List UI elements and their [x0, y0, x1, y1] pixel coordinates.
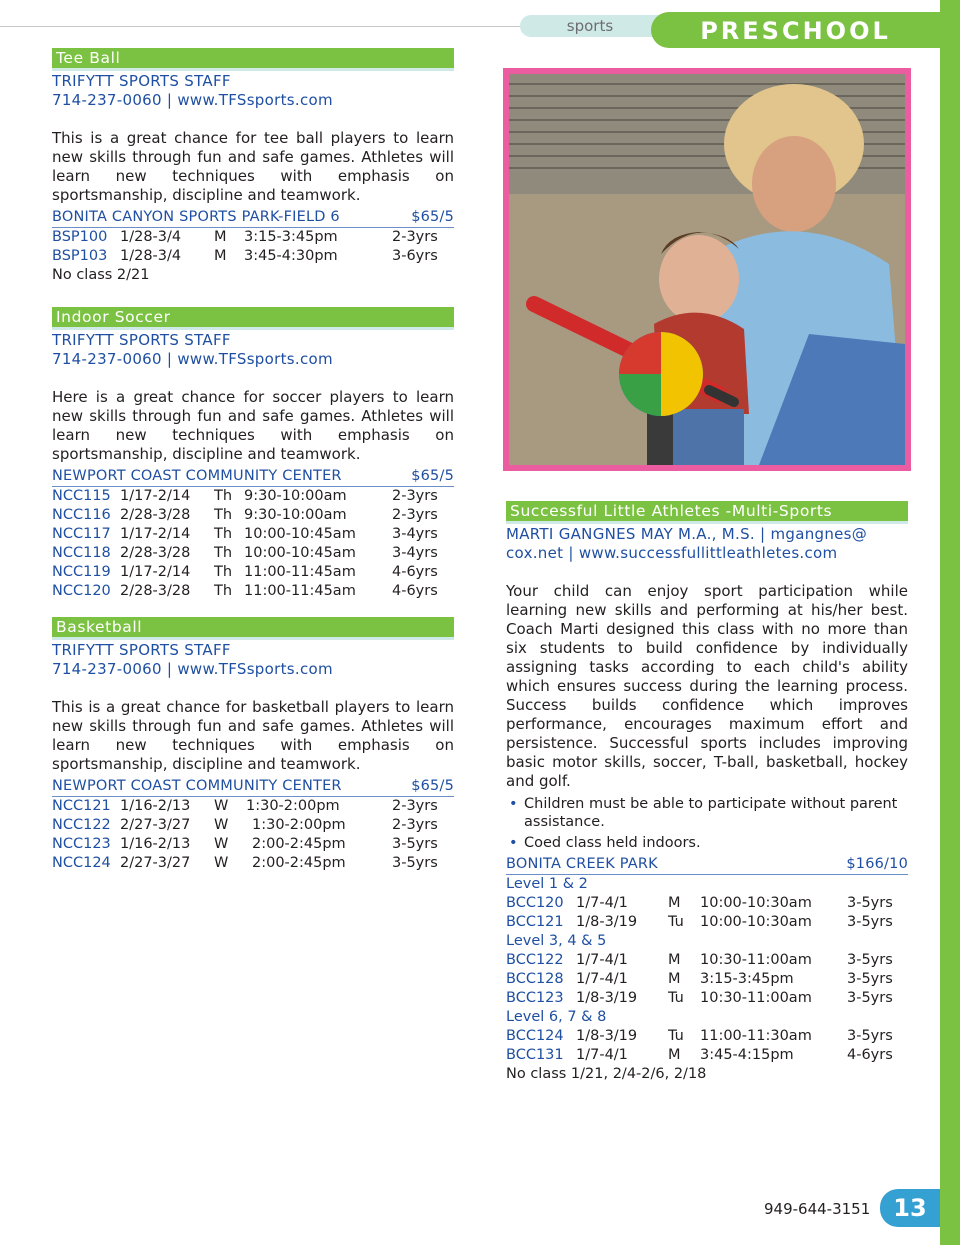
soccer-location: NEWPORT COAST COMMUNITY CENTER [52, 468, 342, 484]
teeball-title: Tee Ball [52, 48, 454, 71]
class-row [506, 989, 908, 1008]
class-age: 3-5yrs [847, 895, 893, 911]
class-dates: 1/28-3/4 [120, 229, 182, 245]
basketball-class-list [52, 797, 454, 873]
teeball-location: BONITA CANYON SPORTS PARK-FIELD 6 [52, 209, 340, 225]
class-dates: 2/27-3/27 [120, 855, 191, 871]
class-time: 11:00-11:30am [700, 1028, 812, 1044]
class-code: NCC120 [52, 583, 111, 599]
class-code: BCC120 [506, 895, 564, 911]
class-code: NCC118 [52, 545, 111, 561]
class-dates: 1/17-2/14 [120, 564, 191, 580]
class-time: 11:00-11:45am [244, 564, 356, 580]
level-label: Level 3, 4 & 5 [506, 933, 607, 949]
teeball-location-row [52, 208, 454, 228]
soccer-title: Indoor Soccer [52, 307, 454, 330]
class-time: 10:30-11:00am [700, 952, 812, 968]
class-age: 3-5yrs [847, 990, 893, 1006]
class-age: 2-3yrs [392, 229, 438, 245]
class-age: 2-3yrs [392, 488, 438, 504]
class-day: M [668, 971, 681, 987]
class-row [52, 563, 454, 582]
level-group [506, 932, 908, 1008]
class-dates: 2/28-3/28 [120, 545, 191, 561]
class-time: 10:00-10:30am [700, 914, 812, 930]
soccer-contact[interactable]: 714-237-0060 | www.TFSsports.com [52, 350, 333, 368]
level-label: Level 6, 7 & 8 [506, 1009, 607, 1025]
class-dates: 1/16-2/13 [120, 798, 191, 814]
photo-frame [503, 68, 911, 471]
coach-and-child-photo [509, 74, 905, 465]
soccer-section [52, 307, 454, 601]
class-dates: 1/7-4/1 [576, 1047, 628, 1063]
class-time: 3:45-4:30pm [244, 248, 338, 264]
multisports-location: BONITA CREEK PARK [506, 856, 658, 872]
class-row [52, 525, 454, 544]
class-time: 3:45-4:15pm [700, 1047, 794, 1063]
teeball-contact[interactable]: 714-237-0060 | www.TFSsports.com [52, 91, 333, 109]
teeball-section [52, 48, 454, 285]
basketball-location-row [52, 777, 454, 797]
class-code: NCC119 [52, 564, 111, 580]
multisports-location-row [506, 855, 908, 875]
class-day: M [668, 952, 681, 968]
multisports-contact-line2[interactable]: cox.net | www.successfullittleathletes.com [506, 544, 838, 562]
soccer-class-list [52, 487, 454, 601]
class-code: NCC117 [52, 526, 111, 542]
multisports-price: $166/10 [846, 856, 908, 872]
class-row [52, 487, 454, 506]
class-day: Th [214, 583, 233, 599]
class-age: 3-5yrs [392, 836, 438, 852]
level-label: Level 1 & 2 [506, 876, 588, 892]
class-row [506, 1046, 908, 1065]
soccer-price: $65/5 [411, 468, 454, 484]
class-age: 3-5yrs [847, 914, 893, 930]
bullet-dot-icon: • [509, 796, 518, 812]
class-code: NCC121 [52, 798, 111, 814]
multisports-description: Your child can enjoy sport participation while learning new skills and performing at his/her best. Coach Marti designed this class with no more than six students to build confidence by individually assigning tasks according to each child's ability which ensures success during the learning process. Success builds confidence which improves performance, encourages maximum effort and persistence. Successful sports includes improving basic motor skills, soccer, T-ball, basketball, hockey and golf. [506, 582, 908, 790]
class-dates: 1/8-3/19 [576, 990, 638, 1006]
class-code: NCC123 [52, 836, 111, 852]
class-code: NCC124 [52, 855, 111, 871]
class-code: NCC115 [52, 488, 111, 504]
teeball-price: $65/5 [411, 209, 454, 225]
class-dates: 1/8-3/19 [576, 1028, 638, 1044]
class-dates: 1/7-4/1 [576, 952, 628, 968]
basketball-contact[interactable]: 714-237-0060 | www.TFSsports.com [52, 660, 333, 678]
class-age: 4-6yrs [847, 1047, 893, 1063]
header-rule [0, 26, 520, 27]
class-time: 3:15-3:45pm [244, 229, 338, 245]
class-day: Th [214, 564, 233, 580]
level-group [506, 875, 908, 932]
class-time: 1:30-2:00pm [246, 798, 340, 814]
basketball-price: $65/5 [411, 778, 454, 794]
class-code: BCC128 [506, 971, 564, 987]
teeball-staff: TRIFYTT SPORTS STAFF [52, 72, 231, 90]
footer-phone: 949-644-3151 [764, 1200, 871, 1218]
class-row [52, 854, 454, 873]
left-column [52, 48, 454, 873]
basketball-title: Basketball [52, 617, 454, 640]
multisports-contact-line1[interactable]: MARTI GANGNES MAY M.A., M.S. | mgangnes@ [506, 525, 868, 543]
class-time: 10:30-11:00am [700, 990, 812, 1006]
class-row [52, 247, 454, 266]
class-time: 3:15-3:45pm [700, 971, 794, 987]
class-age: 4-6yrs [392, 564, 438, 580]
class-day: Th [214, 545, 233, 561]
bullet-item: • Children must be able to participate without parent assistance. [509, 796, 898, 830]
class-dates: 2/28-3/28 [120, 507, 191, 523]
right-column [506, 501, 908, 1084]
multisports-bullets [506, 795, 908, 852]
class-day: M [668, 1047, 681, 1063]
class-row [52, 228, 454, 247]
class-code: BCC122 [506, 952, 564, 968]
class-time: 10:00-10:30am [700, 895, 812, 911]
class-age: 3-4yrs [392, 545, 438, 561]
class-time: 11:00-11:45am [244, 583, 356, 599]
class-row [52, 506, 454, 525]
class-row [52, 544, 454, 563]
class-dates: 1/7-4/1 [576, 895, 628, 911]
class-row [506, 951, 908, 970]
class-age: 2-3yrs [392, 507, 438, 523]
class-code: NCC116 [52, 507, 111, 523]
bullet-item: • Coed class held indoors. [509, 835, 701, 851]
class-code: BCC131 [506, 1047, 564, 1063]
class-dates: 2/28-3/28 [120, 583, 191, 599]
class-time: 9:30-10:00am [244, 507, 347, 523]
class-dates: 2/27-3/27 [120, 817, 191, 833]
basketball-staff: TRIFYTT SPORTS STAFF [52, 641, 231, 659]
class-time: 10:00-10:45am [244, 526, 356, 542]
class-code: NCC122 [52, 817, 111, 833]
page-number: 13 [880, 1189, 940, 1227]
class-dates: 1/16-2/13 [120, 836, 191, 852]
class-day: W [214, 817, 229, 833]
class-day: W [214, 855, 229, 871]
class-row [52, 835, 454, 854]
class-code: BCC121 [506, 914, 564, 930]
class-code: BCC123 [506, 990, 564, 1006]
class-row [52, 582, 454, 601]
class-time: 2:00-2:45pm [252, 836, 346, 852]
class-row [506, 913, 908, 932]
class-dates: 1/8-3/19 [576, 914, 638, 930]
class-age: 3-5yrs [847, 1028, 893, 1044]
class-time: 10:00-10:45am [244, 545, 356, 561]
class-age: 4-6yrs [392, 583, 438, 599]
class-day: Tu [668, 914, 684, 930]
class-day: Th [214, 488, 233, 504]
basketball-location: NEWPORT COAST COMMUNITY CENTER [52, 778, 342, 794]
class-day: Th [214, 526, 233, 542]
class-time: 1:30-2:00pm [252, 817, 346, 833]
class-row [506, 970, 908, 989]
class-day: W [214, 836, 229, 852]
class-day: W [214, 798, 229, 814]
class-time: 2:00-2:45pm [252, 855, 346, 871]
class-day: Th [214, 507, 233, 523]
class-age: 2-3yrs [392, 798, 438, 814]
class-age: 3-4yrs [392, 526, 438, 542]
soccer-staff: TRIFYTT SPORTS STAFF [52, 331, 231, 349]
class-code: BCC124 [506, 1028, 564, 1044]
class-day: M [214, 248, 227, 264]
class-day: M [668, 895, 681, 911]
class-dates: 1/17-2/14 [120, 488, 191, 504]
class-time: 9:30-10:00am [244, 488, 347, 504]
teeball-note: No class 2/21 [52, 267, 150, 283]
basketball-description: This is a great chance for basketball players to learn new skills through fun and safe games. Athletes will learn new techniques with emphasis on sportsmanship, discipline and teamwork. [52, 698, 454, 773]
class-row [506, 894, 908, 913]
multisports-note: No class 1/21, 2/4-2/6, 2/18 [506, 1066, 707, 1082]
right-accent-bar [940, 0, 960, 1245]
class-age: 2-3yrs [392, 817, 438, 833]
class-row [52, 816, 454, 835]
class-dates: 1/17-2/14 [120, 526, 191, 542]
basketball-section [52, 617, 454, 873]
teeball-description: This is a great chance for tee ball players to learn new skills through fun and safe games. Athletes will learn new techniques with emphasis on sportsmanship, discipline and teamwork. [52, 129, 454, 204]
multisports-title: Successful Little Athletes -Multi-Sports [506, 501, 908, 524]
class-dates: 1/7-4/1 [576, 971, 628, 987]
class-row [52, 797, 454, 816]
class-code: BSP100 [52, 229, 108, 245]
class-day: Tu [668, 1028, 684, 1044]
class-code: BSP103 [52, 248, 108, 264]
class-dates: 1/28-3/4 [120, 248, 182, 264]
sports-tab: sports [520, 15, 660, 37]
teeball-class-list [52, 228, 454, 266]
bullet-dot-icon: • [509, 835, 518, 851]
class-day: M [214, 229, 227, 245]
class-age: 3-5yrs [847, 952, 893, 968]
level-group [506, 1008, 908, 1065]
soccer-description: Here is a great chance for soccer players to learn new skills through fun and safe games. Athletes will learn new techniques with emphasis on sportsmanship, discipline and teamwork. [52, 388, 454, 463]
soccer-location-row [52, 467, 454, 487]
class-age: 3-6yrs [392, 248, 438, 264]
class-age: 3-5yrs [392, 855, 438, 871]
preschool-tab: PRESCHOOL [651, 12, 940, 48]
class-day: Tu [668, 990, 684, 1006]
class-age: 3-5yrs [847, 971, 893, 987]
class-row [506, 1027, 908, 1046]
